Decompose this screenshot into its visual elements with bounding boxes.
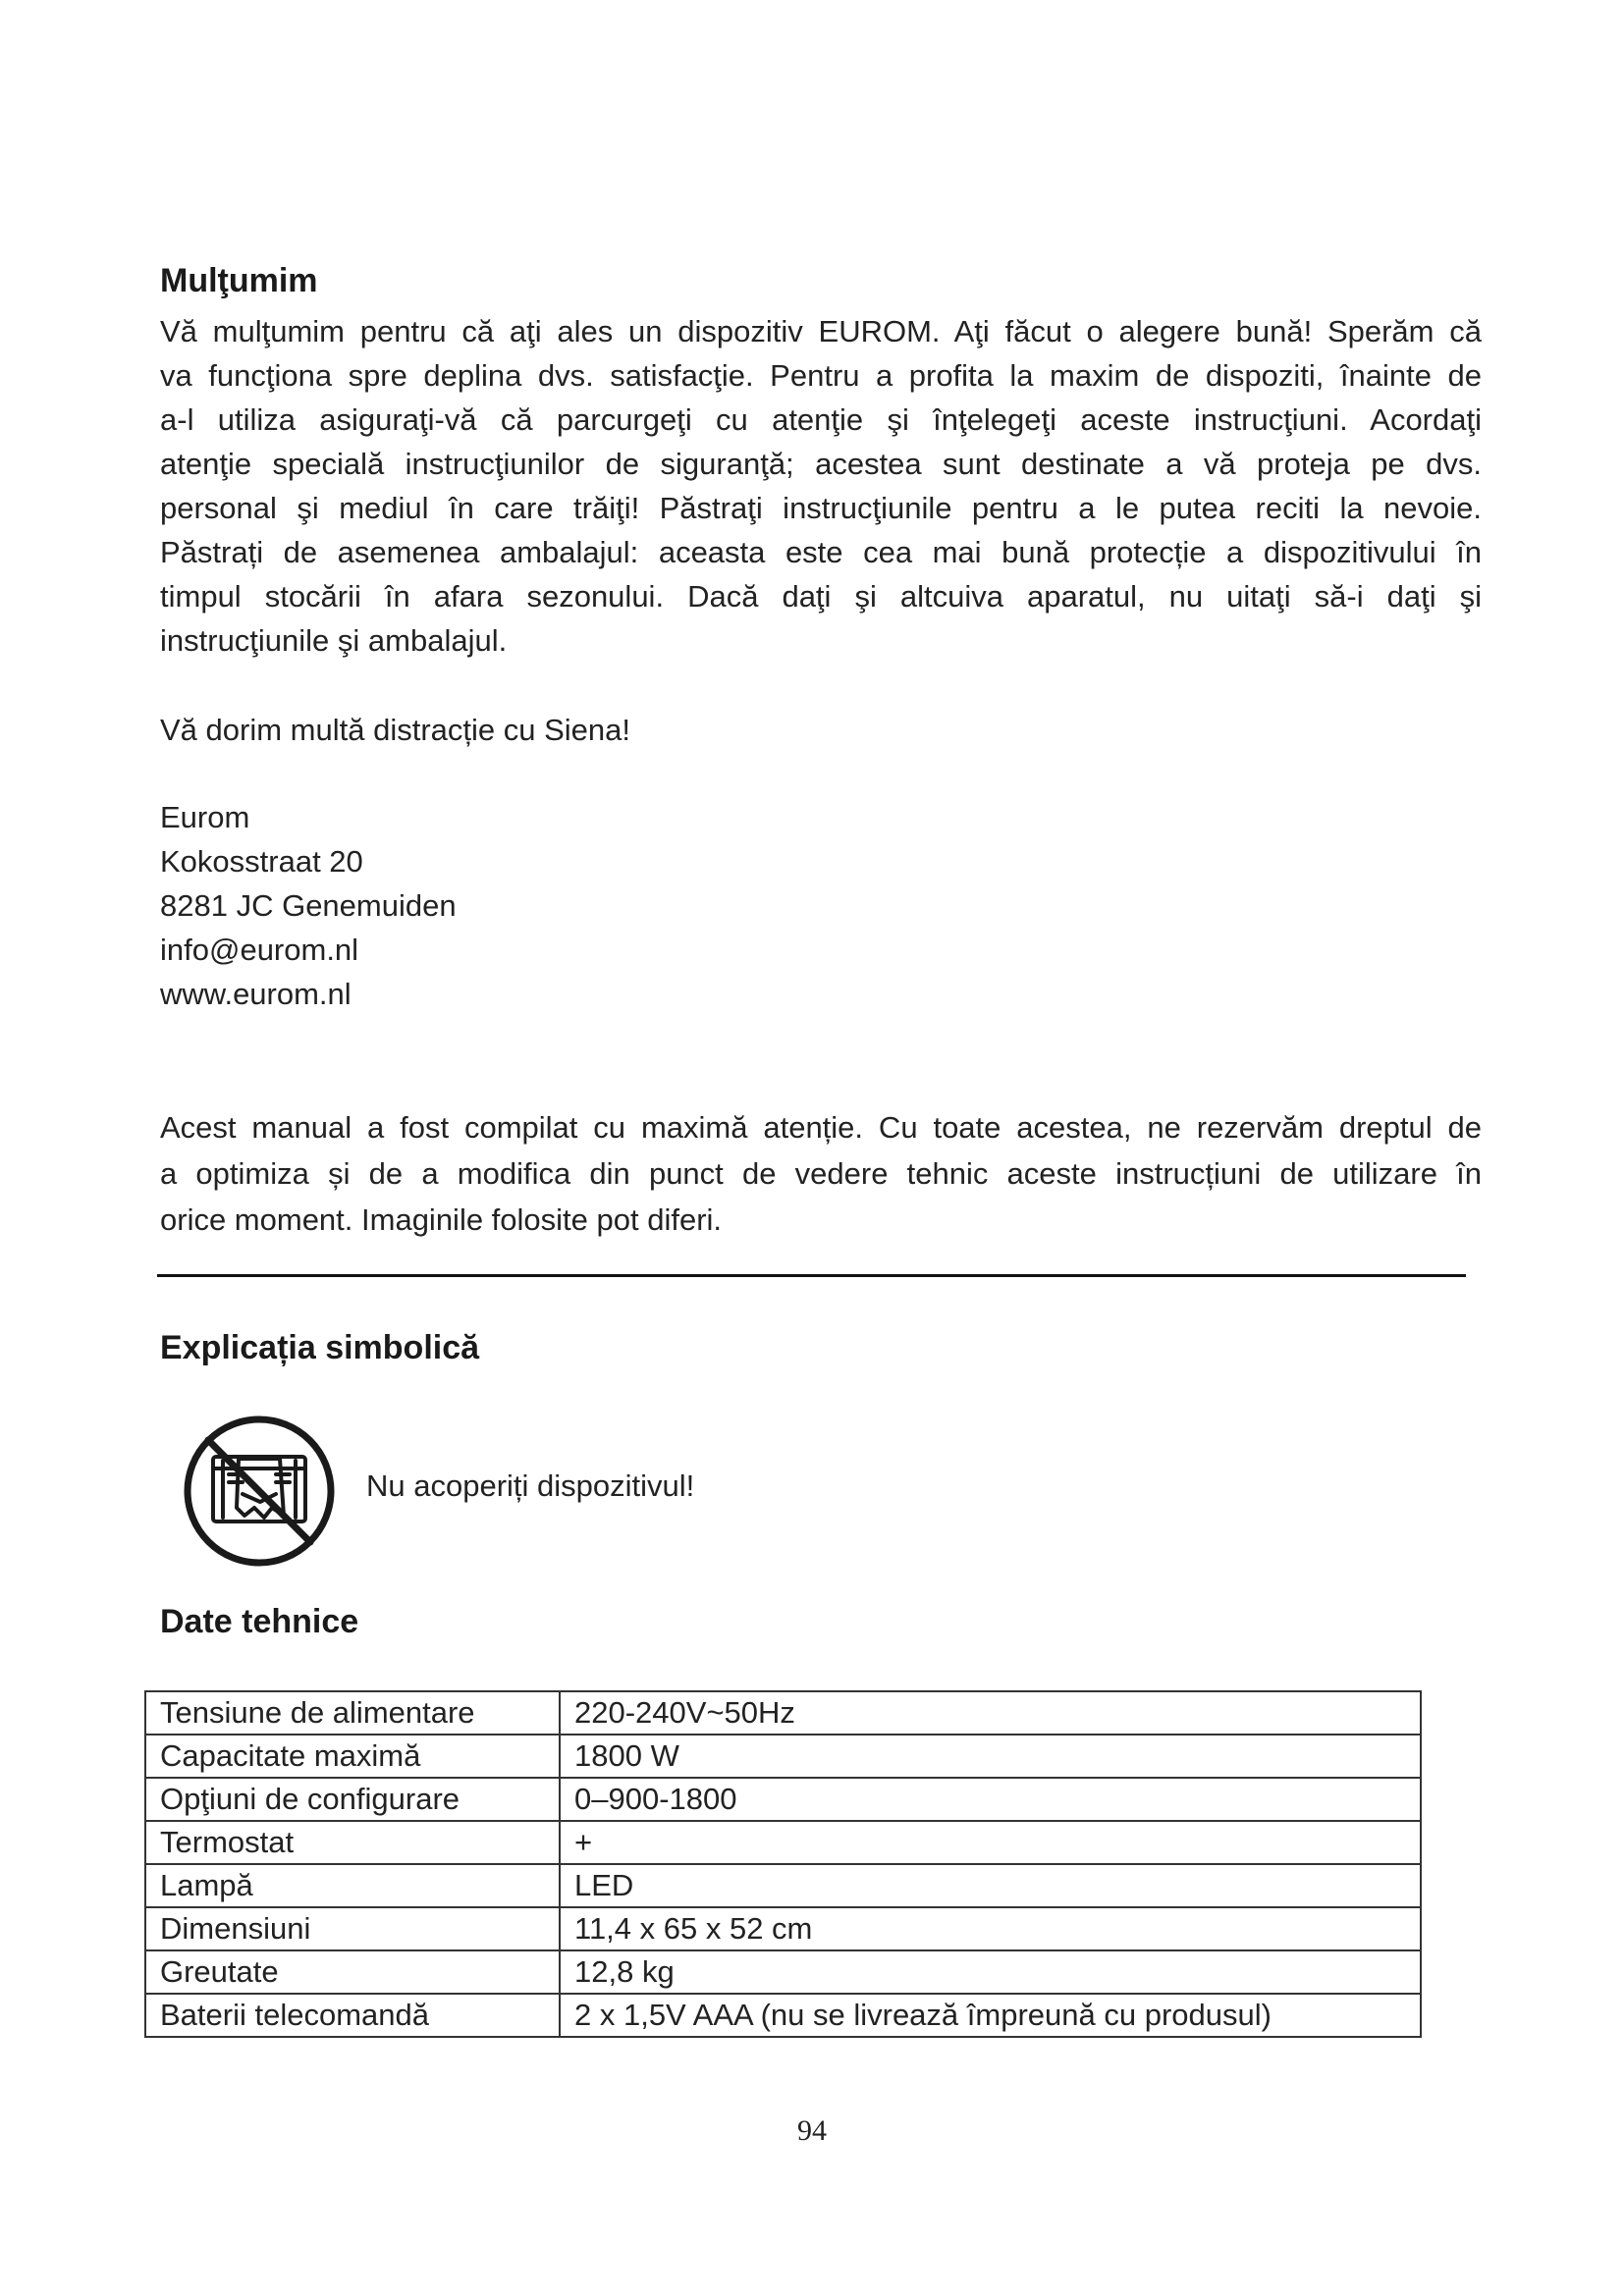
- paragraph-line: va funcţiona spre deplina dvs. satisfacţie. Pentru a profita la maxim de dispoziti, înainte de: [160, 358, 1482, 393]
- paragraph-line: instrucţiunile şi ambalajul.: [160, 623, 508, 658]
- spec-value: 0–900-1800: [560, 1778, 1421, 1821]
- company-address: [160, 795, 1482, 1016]
- address-website: www.eurom.nl: [160, 977, 352, 1011]
- paragraph-line: Vă mulţumim pentru că aţi ales un dispozitiv EUROM. Aţi făcut o alegere bună! Sperăm că: [160, 314, 1482, 348]
- address-street: Kokosstraat 20: [160, 844, 363, 879]
- section-title-tech: Date tehnice: [160, 1603, 359, 1640]
- address-email: info@eurom.nl: [160, 933, 359, 967]
- table-row: [145, 1907, 1421, 1950]
- spec-label: Greutate: [145, 1950, 560, 1994]
- page-number: 94: [797, 2114, 827, 2147]
- paragraph-line: timpul stocării în afara sezonului. Dacă daţi şi altcuiva aparatul, nu uitaţi să-i daţi şi: [160, 579, 1482, 614]
- disclaimer-paragraph: [160, 1104, 1482, 1243]
- table-row: [145, 1994, 1421, 2037]
- spec-label: Capacitate maximă: [145, 1735, 560, 1778]
- section-title-thanks: Mulţumim: [160, 262, 318, 299]
- spec-value: 12,8 kg: [560, 1950, 1421, 1994]
- spec-value: 220-240V~50Hz: [560, 1691, 1421, 1735]
- disclaimer-line: orice moment. Imaginile folosite pot diferi.: [160, 1202, 723, 1237]
- specs-table: [144, 1690, 1422, 2038]
- spec-label: Baterii telecomandă: [145, 1994, 560, 2037]
- address-company: Eurom: [160, 800, 250, 834]
- disclaimer-line: a optimiza și de a modifica din punct de vedere tehnic aceste instrucțiuni de utilizare în: [160, 1156, 1482, 1191]
- table-row: [145, 1691, 1421, 1735]
- address-city: 8281 JC Genemuiden: [160, 888, 457, 923]
- table-row: [145, 1950, 1421, 1994]
- spec-value: 2 x 1,5V AAA (nu se livrează împreună cu produsul): [560, 1994, 1421, 2037]
- spec-value: +: [560, 1821, 1421, 1864]
- table-row: [145, 1864, 1421, 1907]
- paragraph-line: atenţie specială instrucţiunilor de siguranţă; acestea sunt destinate a vă proteja pe dvs.: [160, 447, 1482, 481]
- do-not-cover-icon: [182, 1414, 337, 1569]
- spec-label: Tensiune de alimentare: [145, 1691, 560, 1735]
- spec-label: Opţiuni de configurare: [145, 1778, 560, 1821]
- spec-value: 1800 W: [560, 1735, 1421, 1778]
- spec-value: LED: [560, 1864, 1421, 1907]
- thanks-paragraph: [160, 309, 1482, 663]
- symbol-row: [182, 1414, 1360, 1571]
- table-row: [145, 1778, 1421, 1821]
- spec-label: Termostat: [145, 1821, 560, 1864]
- paragraph-line: Păstrați de asemenea ambalajul: aceasta este cea mai bună protecție a dispozitivului în: [160, 535, 1482, 569]
- section-divider: [157, 1274, 1466, 1277]
- disclaimer-line: Acest manual a fost compilat cu maximă atenție. Cu toate acestea, ne rezervăm dreptul de: [160, 1110, 1482, 1145]
- section-title-symbols: Explicația simbolică: [160, 1329, 480, 1366]
- spec-label: Lampă: [145, 1864, 560, 1907]
- wish-text: Vă dorim multă distracție cu Siena!: [160, 713, 630, 747]
- paragraph-line: personal şi mediul în care trăiţi! Păstraţi instrucţiunile pentru a le putea reciti la nevoie.: [160, 491, 1482, 525]
- paragraph-line: a-l utiliza asiguraţi-vă că parcurgeţi cu atenţie şi înţelegeţi aceste instrucţiuni. Acordaţi: [160, 402, 1482, 437]
- table-row: [145, 1821, 1421, 1864]
- spec-value: 11,4 x 65 x 52 cm: [560, 1907, 1421, 1950]
- table-row: [145, 1735, 1421, 1778]
- symbol-caption: Nu acoperiți dispozitivul!: [366, 1468, 695, 1503]
- spec-label: Dimensiuni: [145, 1907, 560, 1950]
